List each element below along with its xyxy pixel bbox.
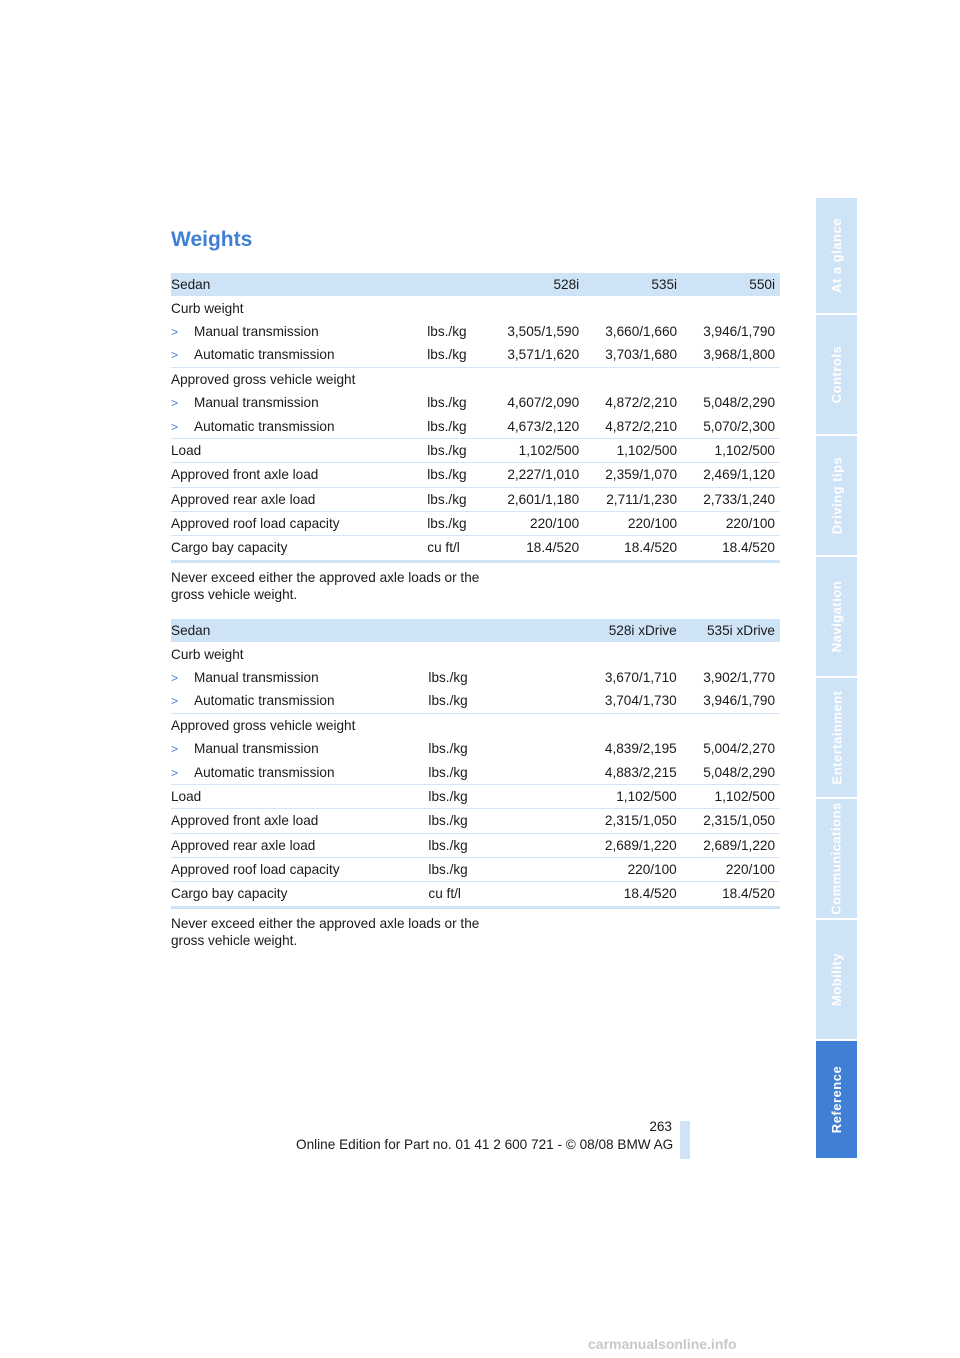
table-row bbox=[171, 487, 780, 511]
unit-cell: cu ft/l bbox=[427, 536, 486, 561]
row-label-text: Automatic transmission bbox=[194, 418, 335, 434]
row-label-text: Approved roof load capacity bbox=[171, 516, 340, 532]
value-cell: 1,102/500 bbox=[486, 438, 584, 462]
watermark: carmanualsonline.info bbox=[588, 1336, 737, 1352]
value-cell: 1,102/500 bbox=[682, 438, 780, 462]
bullet-icon: > bbox=[171, 765, 179, 780]
row-label bbox=[171, 784, 428, 808]
unit-cell bbox=[427, 367, 486, 391]
table-row bbox=[171, 642, 780, 665]
header-cell: 528i xDrive bbox=[583, 619, 681, 642]
value-cell: 2,227/1,010 bbox=[486, 463, 584, 487]
header-cell: 550i bbox=[682, 273, 780, 296]
table-row bbox=[171, 857, 780, 881]
note-text: Never exceed either the approved axle loads or the gross vehicle weight. bbox=[171, 570, 480, 602]
note-text: Never exceed either the approved axle loads or the gross vehicle weight. bbox=[171, 916, 480, 948]
table-row bbox=[171, 536, 780, 561]
row-label-text: Approved front axle load bbox=[171, 467, 319, 483]
value-cell bbox=[486, 296, 584, 319]
value-cell: 5,048/2,290 bbox=[703, 395, 775, 411]
row-label bbox=[171, 320, 427, 343]
value-cell bbox=[488, 857, 584, 881]
value-cell: 3,505/1,590 bbox=[507, 323, 580, 339]
sidebar-tab-communications[interactable] bbox=[816, 799, 857, 918]
value-cell: 18.4/520 bbox=[584, 536, 682, 561]
value-cell bbox=[584, 367, 682, 391]
table-row bbox=[171, 666, 780, 689]
footer-text: Online Edition for Part no. 01 41 2 600 721 - © 08/08 BMW AG bbox=[296, 1137, 674, 1152]
header-cell bbox=[427, 273, 486, 296]
value-cell: 5,070/2,300 bbox=[682, 414, 780, 438]
row-label-text: Automatic transmission bbox=[194, 693, 335, 709]
table-row bbox=[171, 511, 780, 535]
header-cell: Sedan bbox=[171, 619, 428, 642]
unit-cell: lbs./kg bbox=[427, 395, 467, 411]
value-cell bbox=[682, 642, 780, 665]
row-label-text: Load bbox=[171, 442, 202, 458]
value-cell: 220/100 bbox=[682, 511, 780, 535]
sidebar-tab-label: Communications bbox=[829, 802, 844, 915]
value-cell: 220/100 bbox=[486, 511, 584, 535]
row-label-text: Manual transmission bbox=[194, 669, 319, 685]
row-label-text: Manual transmission bbox=[194, 323, 319, 339]
sidebar-tab-at-a-glance[interactable] bbox=[816, 198, 857, 313]
unit-cell: lbs./kg bbox=[427, 511, 486, 535]
unit-cell: lbs./kg bbox=[428, 809, 487, 833]
table-row bbox=[171, 296, 780, 319]
header-cell: 535i bbox=[584, 273, 682, 296]
table-header-row bbox=[171, 273, 780, 296]
unit-cell: lbs./kg bbox=[428, 741, 468, 757]
page-marker bbox=[680, 1121, 690, 1159]
row-label bbox=[171, 391, 427, 414]
unit-cell: lbs./kg bbox=[427, 487, 486, 511]
value-cell: 4,883/2,215 bbox=[583, 760, 681, 784]
row-label bbox=[171, 857, 428, 881]
header-cell bbox=[488, 619, 584, 642]
row-label-text: Approved roof load capacity bbox=[171, 862, 340, 878]
unit-cell bbox=[428, 713, 487, 737]
value-cell bbox=[488, 882, 584, 907]
table-row bbox=[171, 463, 780, 487]
row-label bbox=[171, 536, 427, 561]
weights-table-xdrive bbox=[171, 619, 780, 909]
value-cell: 1,102/500 bbox=[583, 784, 681, 808]
table-row bbox=[171, 343, 780, 367]
sidebar-tab-navigation[interactable] bbox=[816, 557, 857, 676]
weights-table-rwd bbox=[171, 273, 780, 563]
value-cell: 2,469/1,120 bbox=[682, 463, 780, 487]
value-cell bbox=[682, 713, 780, 737]
unit-cell: lbs./kg bbox=[428, 833, 487, 857]
value-cell bbox=[682, 367, 780, 391]
value-cell bbox=[682, 296, 780, 319]
value-cell: 220/100 bbox=[682, 857, 780, 881]
table-body bbox=[171, 619, 780, 907]
row-label-text: Curb weight bbox=[171, 300, 244, 316]
unit-cell: lbs./kg bbox=[427, 463, 486, 487]
value-cell: 18.4/520 bbox=[682, 536, 780, 561]
row-label-text: Approved rear axle load bbox=[171, 837, 316, 853]
value-cell: 2,315/1,050 bbox=[583, 809, 681, 833]
value-cell: 2,315/1,050 bbox=[682, 809, 780, 833]
value-cell bbox=[488, 689, 584, 713]
value-cell bbox=[583, 642, 681, 665]
table-row bbox=[171, 414, 780, 438]
unit-cell: cu ft/l bbox=[428, 882, 487, 907]
bullet-icon: > bbox=[171, 742, 179, 757]
row-label bbox=[171, 737, 428, 760]
value-cell: 3,704/1,730 bbox=[583, 689, 681, 713]
bullet-icon: > bbox=[171, 396, 179, 411]
value-cell bbox=[488, 642, 584, 665]
value-cell: 2,689/1,220 bbox=[583, 833, 681, 857]
row-label bbox=[171, 296, 427, 319]
sidebar-tab-controls[interactable] bbox=[816, 315, 857, 434]
table-body bbox=[171, 273, 780, 561]
value-cell bbox=[488, 760, 584, 784]
value-cell: 3,670/1,710 bbox=[604, 669, 677, 685]
table-header-row bbox=[171, 619, 780, 642]
unit-cell: lbs./kg bbox=[427, 343, 486, 367]
value-cell: 4,872/2,210 bbox=[605, 395, 678, 411]
table-row bbox=[171, 833, 780, 857]
row-label bbox=[171, 642, 428, 665]
unit-cell: lbs./kg bbox=[428, 784, 487, 808]
row-label-text: Cargo bay capacity bbox=[171, 540, 288, 556]
value-cell: 1,102/500 bbox=[584, 438, 682, 462]
row-label bbox=[171, 367, 427, 391]
bullet-icon: > bbox=[171, 348, 179, 363]
row-label-text: Approved gross vehicle weight bbox=[171, 371, 356, 387]
row-label bbox=[171, 438, 427, 462]
table-row bbox=[171, 320, 780, 343]
chapter-sidebar bbox=[816, 198, 857, 1160]
value-cell: 3,703/1,680 bbox=[584, 343, 682, 367]
value-cell: 220/100 bbox=[584, 511, 682, 535]
row-label bbox=[171, 882, 428, 907]
unit-cell: lbs./kg bbox=[427, 414, 486, 438]
unit-cell bbox=[428, 642, 487, 665]
value-cell bbox=[488, 713, 584, 737]
page-title: Weights bbox=[171, 228, 253, 251]
sidebar-tab-reference[interactable] bbox=[816, 1041, 857, 1158]
header-cell: Sedan bbox=[171, 273, 427, 296]
value-cell: 18.4/520 bbox=[583, 882, 681, 907]
value-cell: 4,607/2,090 bbox=[507, 395, 580, 411]
value-cell: 4,673/2,120 bbox=[486, 414, 584, 438]
row-label-text: Manual transmission bbox=[194, 741, 319, 757]
row-label bbox=[171, 666, 428, 689]
row-label bbox=[171, 689, 428, 713]
bullet-icon: > bbox=[171, 670, 179, 685]
sidebar-tab-label: Driving tips bbox=[829, 456, 845, 535]
row-label bbox=[171, 487, 427, 511]
row-label bbox=[171, 760, 428, 784]
sidebar-tab-label: Reference bbox=[829, 1065, 844, 1134]
value-cell bbox=[486, 367, 584, 391]
value-cell: 5,048/2,290 bbox=[682, 760, 780, 784]
value-cell bbox=[488, 784, 584, 808]
row-label bbox=[171, 463, 427, 487]
bullet-icon: > bbox=[171, 324, 179, 339]
value-cell: 3,902/1,770 bbox=[703, 669, 775, 685]
value-cell: 3,571/1,620 bbox=[486, 343, 584, 367]
table-row bbox=[171, 713, 780, 737]
unit-cell: lbs./kg bbox=[427, 323, 467, 339]
value-cell: 2,601/1,180 bbox=[486, 487, 584, 511]
row-label bbox=[171, 414, 427, 438]
value-cell: 18.4/520 bbox=[486, 536, 584, 561]
table-row bbox=[171, 760, 780, 784]
value-cell bbox=[488, 809, 584, 833]
sidebar-tab-label: Navigation bbox=[829, 580, 844, 653]
table-row bbox=[171, 882, 780, 907]
header-cell: 535i xDrive bbox=[682, 619, 780, 642]
table-row bbox=[171, 784, 780, 808]
row-label-text: Approved front axle load bbox=[171, 813, 319, 829]
unit-cell: lbs./kg bbox=[428, 689, 487, 713]
value-cell: 220/100 bbox=[583, 857, 681, 881]
sidebar-tab-driving-tips[interactable] bbox=[816, 436, 857, 555]
value-cell: 2,733/1,240 bbox=[682, 487, 780, 511]
row-label-text: Automatic transmission bbox=[194, 764, 335, 780]
sidebar-tab-label: Entertainment bbox=[829, 690, 844, 785]
row-label bbox=[171, 511, 427, 535]
value-cell: 4,839/2,195 bbox=[604, 741, 677, 757]
sidebar-tab-mobility[interactable] bbox=[816, 920, 857, 1039]
row-label-text: Approved gross vehicle weight bbox=[171, 717, 356, 733]
value-cell: 3,946/1,790 bbox=[682, 689, 780, 713]
value-cell bbox=[488, 666, 584, 689]
value-cell bbox=[584, 296, 682, 319]
sidebar-tab-label: At a glance bbox=[829, 218, 845, 293]
unit-cell: lbs./kg bbox=[427, 438, 486, 462]
bullet-icon: > bbox=[171, 419, 179, 434]
value-cell: 2,711/1,230 bbox=[584, 487, 682, 511]
row-label bbox=[171, 713, 428, 737]
value-cell: 3,946/1,790 bbox=[703, 323, 775, 339]
row-label-text: Approved rear axle load bbox=[171, 491, 316, 507]
value-cell: 5,004/2,270 bbox=[703, 741, 775, 757]
table-row bbox=[171, 438, 780, 462]
row-label-text: Automatic transmission bbox=[194, 347, 335, 363]
header-cell bbox=[428, 619, 487, 642]
unit-cell bbox=[427, 296, 486, 319]
value-cell bbox=[488, 737, 584, 760]
unit-cell: lbs./kg bbox=[428, 857, 487, 881]
page-number: 263 bbox=[649, 1119, 672, 1134]
sidebar-tab-label: Controls bbox=[829, 345, 845, 404]
value-cell: 18.4/520 bbox=[682, 882, 780, 907]
sidebar-tab-label: Mobility bbox=[829, 952, 845, 1007]
row-label-text: Cargo bay capacity bbox=[171, 886, 288, 902]
value-cell: 2,689/1,220 bbox=[682, 833, 780, 857]
value-cell: 2,359/1,070 bbox=[584, 463, 682, 487]
value-cell bbox=[583, 713, 681, 737]
unit-cell: lbs./kg bbox=[428, 760, 487, 784]
value-cell: 4,872/2,210 bbox=[584, 414, 682, 438]
table-row bbox=[171, 737, 780, 760]
row-label bbox=[171, 833, 428, 857]
header-cell: 528i bbox=[486, 273, 584, 296]
unit-cell: lbs./kg bbox=[428, 669, 468, 685]
table-row bbox=[171, 367, 780, 391]
row-label-text: Curb weight bbox=[171, 646, 244, 662]
sidebar-tab-entertainment[interactable] bbox=[816, 678, 857, 797]
value-cell: 3,660/1,660 bbox=[605, 323, 678, 339]
bullet-icon: > bbox=[171, 694, 179, 709]
row-label-text: Manual transmission bbox=[194, 395, 319, 411]
table-row bbox=[171, 689, 780, 713]
row-label-text: Load bbox=[171, 788, 202, 804]
value-cell: 3,968/1,800 bbox=[682, 343, 780, 367]
row-label bbox=[171, 343, 427, 367]
table-row bbox=[171, 391, 780, 414]
value-cell: 1,102/500 bbox=[682, 784, 780, 808]
row-label bbox=[171, 809, 428, 833]
table-row bbox=[171, 809, 780, 833]
value-cell bbox=[488, 833, 584, 857]
